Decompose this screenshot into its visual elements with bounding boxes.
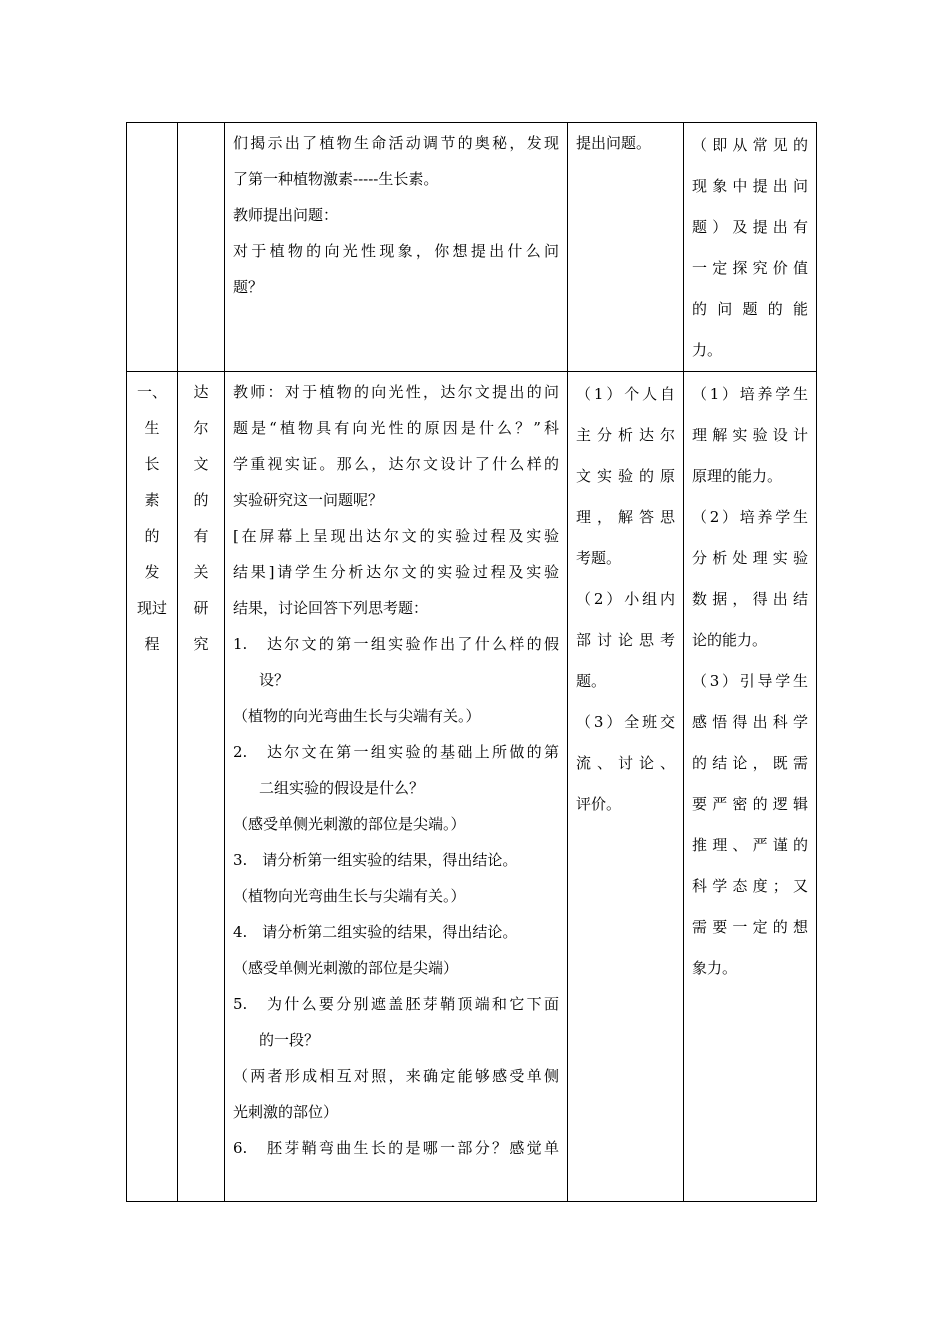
section-char: 生	[144, 419, 160, 437]
purpose-line: （1）培养学生	[692, 385, 808, 403]
topic-char: 究	[193, 635, 209, 653]
purpose-line: （即从常见的	[692, 136, 808, 154]
purpose-line: 要严密的逻辑	[692, 795, 808, 813]
topic-cell	[178, 123, 225, 372]
purpose-line: 原理的能力。	[692, 467, 783, 485]
section-char: 一、	[136, 383, 167, 401]
purpose-line: 的结论，既需	[692, 754, 808, 772]
question-line: 设？	[259, 671, 290, 689]
content-line: 学重视实证。那么，达尔文设计了什么样的	[233, 455, 559, 473]
section-cell	[127, 372, 178, 1202]
topic-char: 关	[193, 563, 209, 581]
section-char: 现过	[136, 599, 167, 617]
content-line: 了第一种植物激素-----生长素。	[233, 170, 439, 188]
purpose-line: （3）引导学生	[692, 672, 808, 690]
purpose-line: 科学态度；又	[692, 877, 808, 895]
content-line: 结果，讨论回答下列思考题：	[233, 599, 429, 617]
topic-char: 达	[193, 383, 209, 401]
table-row	[127, 123, 817, 372]
content-line: 们揭示出了植物生命活动调节的奥秘，发现	[233, 134, 559, 152]
student-line: 文实验的原	[576, 467, 675, 485]
purpose-line: 理解实验设计	[692, 426, 808, 444]
question-line: 6. 胚芽鞘弯曲生长的是哪一部分？感觉单	[233, 1139, 559, 1157]
purpose-line: 推理、严谨的	[692, 836, 808, 854]
purpose-line: 的问题的能	[692, 300, 808, 318]
student-line: 理，解答思	[576, 508, 675, 526]
topic-char: 的	[193, 491, 209, 509]
section-cell	[127, 123, 178, 372]
purpose-line: 需要一定的想	[692, 918, 808, 936]
student-line: 流、讨论、	[576, 754, 675, 772]
student-line: （2）小组内	[576, 590, 675, 608]
content-line: 对于植物的向光性现象，你想提出什么问	[233, 242, 559, 260]
student-activity-cell	[568, 372, 684, 1202]
section-char: 长	[144, 455, 160, 473]
student-line: 题。	[576, 672, 607, 690]
purpose-line: 力。	[692, 341, 723, 359]
section-char: 的	[144, 527, 160, 545]
table-row	[127, 372, 817, 1202]
topic-char: 有	[193, 527, 209, 545]
question-line: 4. 请分析第二组实验的结果，得出结论。	[233, 923, 518, 941]
design-purpose-cell	[684, 372, 817, 1202]
topic-char: 尔	[193, 419, 209, 437]
student-line: 评价。	[576, 795, 622, 813]
design-purpose-cell	[684, 123, 817, 372]
content-cell	[225, 372, 568, 1202]
section-char: 发	[144, 563, 160, 581]
content-line: 教师：对于植物的向光性，达尔文提出的问	[233, 383, 559, 401]
section-char: 程	[144, 635, 160, 653]
question-line: 5. 为什么要分别遮盖胚芽鞘顶端和它下面	[233, 995, 559, 1013]
answer-line: 光刺激的部位）	[233, 1103, 339, 1121]
student-activity-cell	[568, 123, 684, 372]
answer-line: （感受单侧光刺激的部位是尖端）	[233, 959, 459, 977]
purpose-line: （2）培养学生	[692, 508, 808, 526]
answer-line: （感受单侧光刺激的部位是尖端。）	[233, 815, 466, 833]
purpose-line: 现象中提出问	[692, 177, 808, 195]
content-line: 结果]请学生分析达尔文的实验过程及实验	[233, 563, 559, 581]
student-line: （3）全班交	[576, 713, 675, 731]
content-line: [在屏幕上呈现出达尔文的实验过程及实验	[233, 527, 559, 545]
purpose-line: 一定探究价值	[692, 259, 808, 277]
purpose-line: 象力。	[692, 959, 738, 977]
question-line: 2. 达尔文在第一组实验的基础上所做的第	[233, 743, 559, 761]
topic-char: 文	[193, 455, 209, 473]
content-line: 题？	[233, 278, 264, 296]
question-line: 的一段？	[259, 1031, 320, 1049]
purpose-line: 感悟得出科学	[692, 713, 808, 731]
student-line: 部讨论思考	[576, 631, 675, 649]
student-line: 提出问题。	[576, 134, 652, 152]
section-char: 素	[144, 491, 160, 509]
answer-line: （植物的向光弯曲生长与尖端有关。）	[233, 707, 481, 725]
content-line: 题是“植物具有向光性的原因是什么？”科	[233, 419, 559, 437]
topic-char: 研	[193, 599, 209, 617]
answer-line: （植物向光弯曲生长与尖端有关。）	[233, 887, 466, 905]
purpose-line: 题）及提出有	[692, 218, 808, 236]
student-line: 主分析达尔	[576, 426, 675, 444]
lesson-plan-table	[126, 122, 817, 1202]
topic-cell	[178, 372, 225, 1202]
purpose-line: 分析处理实验	[692, 549, 808, 567]
answer-line: （两者形成相互对照，来确定能够感受单侧	[233, 1067, 559, 1085]
content-cell	[225, 123, 568, 372]
content-line: 实验研究这一问题呢？	[233, 491, 384, 509]
student-line: 考题。	[576, 549, 622, 567]
question-line: 3. 请分析第一组实验的结果，得出结论。	[233, 851, 518, 869]
purpose-line: 论的能力。	[692, 631, 768, 649]
purpose-line: 数据，得出结	[692, 590, 808, 608]
content-line: 教师提出问题：	[233, 206, 339, 224]
question-line: 二组实验的假设是什么？	[259, 779, 425, 797]
question-line: 1. 达尔文的第一组实验作出了什么样的假	[233, 635, 559, 653]
student-line: （1）个人自	[576, 385, 675, 403]
